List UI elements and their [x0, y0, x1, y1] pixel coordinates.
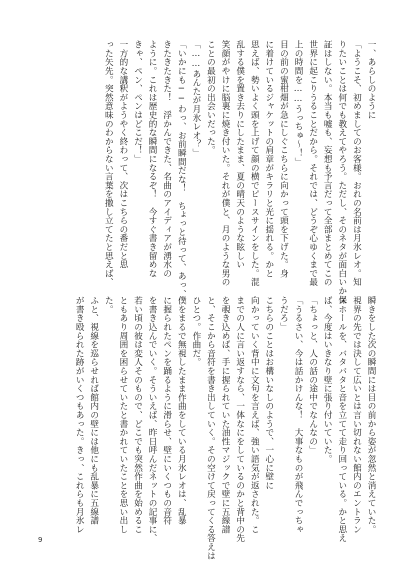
- text-line: 世界に起こりうることだから。それでは、どうぞ心ゆくまで最: [307, 40, 318, 287]
- text-line: 上の時間を……うっちゅ～！」: [293, 40, 304, 166]
- text-line: 「ようこそ、初めましてのお客様。おれの名前は月氷レオ。知: [351, 40, 362, 287]
- text-line: きゃ、ペン、ペンはどこだ！」: [132, 40, 143, 164]
- text-line: ば、今度はいきなり壁に張り付いていた。: [322, 296, 333, 464]
- text-line: 瞬きをした次の瞬間には目の前から姿が忽然と消えていた。: [366, 296, 376, 534]
- text-line: きたきたきた！ 浮かんできた、名曲のアイディアが湧水の: [161, 40, 172, 278]
- text-line: 向かっていく背中に文句を言えば、強い語気が返された。こ: [249, 296, 260, 534]
- text-line: ともあり周囲を困らせていたと書かれていたことを思い出し: [117, 296, 128, 534]
- text-line: 目の前の蜜柑畑が急にしぐこちらに向かって頭を下げた。身: [278, 40, 289, 278]
- text-block-upper: [18, 40, 378, 304]
- text-line: ように。これは歴史的な瞬間になるぞ！ 今すぐ書き留めな: [147, 40, 158, 278]
- text-line: に着けているジャケットの肩章がキラリと光に揺れる。かと: [263, 40, 274, 278]
- text-line: こちらのことはお構いなしのようで、一心に壁に: [263, 296, 274, 490]
- text-line: ひとつ。作曲だ。: [190, 296, 201, 367]
- text-line: うだろ」: [278, 296, 289, 332]
- text-line: 思えば、勢いよく頭を上げて顔の横でピースサインをした。混: [249, 40, 260, 287]
- text-line: 笑顔がやけに脳裏に焼き付いた。それが僕と、月のような男の: [220, 40, 231, 287]
- text-line: スホールを、バタバタと音を立てて走り回っている。かと思え: [336, 296, 347, 543]
- text-line: 視界の先では決して広いとは言い切れない館内のエントラン: [351, 296, 362, 534]
- text-line: を書き込んでいく。そういえば、昨日呼んだネットの記事に、: [147, 296, 158, 543]
- text-line: までの人に言い返すなら、一体なにをしているのかと背中の先: [234, 296, 245, 543]
- text-line: 若い頃の彼は変人そのもので、どこでも突然作曲を始めるこ: [132, 296, 143, 534]
- text-line: た。: [103, 296, 114, 314]
- text-line: ことの最初の出会いだった。: [205, 40, 216, 155]
- text-line: 「ちょっと、人の話の途中でなんなの」: [307, 296, 318, 455]
- text-line: 証はしない。本当も嘘も、妄想も予言だって全部まとめてこの: [322, 40, 333, 287]
- text-line: と、そこから音符を書き出していく。その空けて戻ってくる答えは: [205, 296, 216, 560]
- text-block-lower: [18, 296, 378, 560]
- text-line: 「……あんたが月氷レオ？」: [190, 40, 201, 158]
- text-line: 一方的な講釈がようやく終わって、次はこちらの番だと思: [117, 40, 128, 269]
- page-number: 9: [38, 536, 43, 544]
- text-line: ふと、視線を巡らせれば館内の壁には他にも乱暴に五線譜: [88, 296, 99, 525]
- text-line: 乱する僕を置き去りにしたまま、夏の晴天のような眩しい: [234, 40, 245, 269]
- text-line: 僕をまるで無視したまま作曲をしている月氷レオは、乱暴: [176, 296, 187, 525]
- text-line: を覗き込めば、手に握られていた油性マジックで壁に五線譜: [220, 296, 231, 534]
- text-line: 「いかにも──わっ、お前瞬間だな！ ちょっと待って、あっ、: [176, 40, 187, 298]
- text-line: りたいことは何でも教えてやろう。ただし、そのネタが面白いか保: [336, 40, 347, 304]
- text-line: った矢先。突然意味のわからない言葉を撒し立てたと思えば、: [103, 40, 114, 287]
- text-line: 「うるさい、今は話かけんな！ 大事なものが飛んでっちゃ: [293, 296, 304, 534]
- text-line: に握られたペンを踊るように滑らせ、壁にいくつもの音符: [161, 296, 172, 525]
- chapter-heading: 一、あらしのように: [366, 40, 376, 120]
- text-line: が書き殴られた跡がいくつもあった。きっ、これらも月氷レ: [74, 296, 85, 534]
